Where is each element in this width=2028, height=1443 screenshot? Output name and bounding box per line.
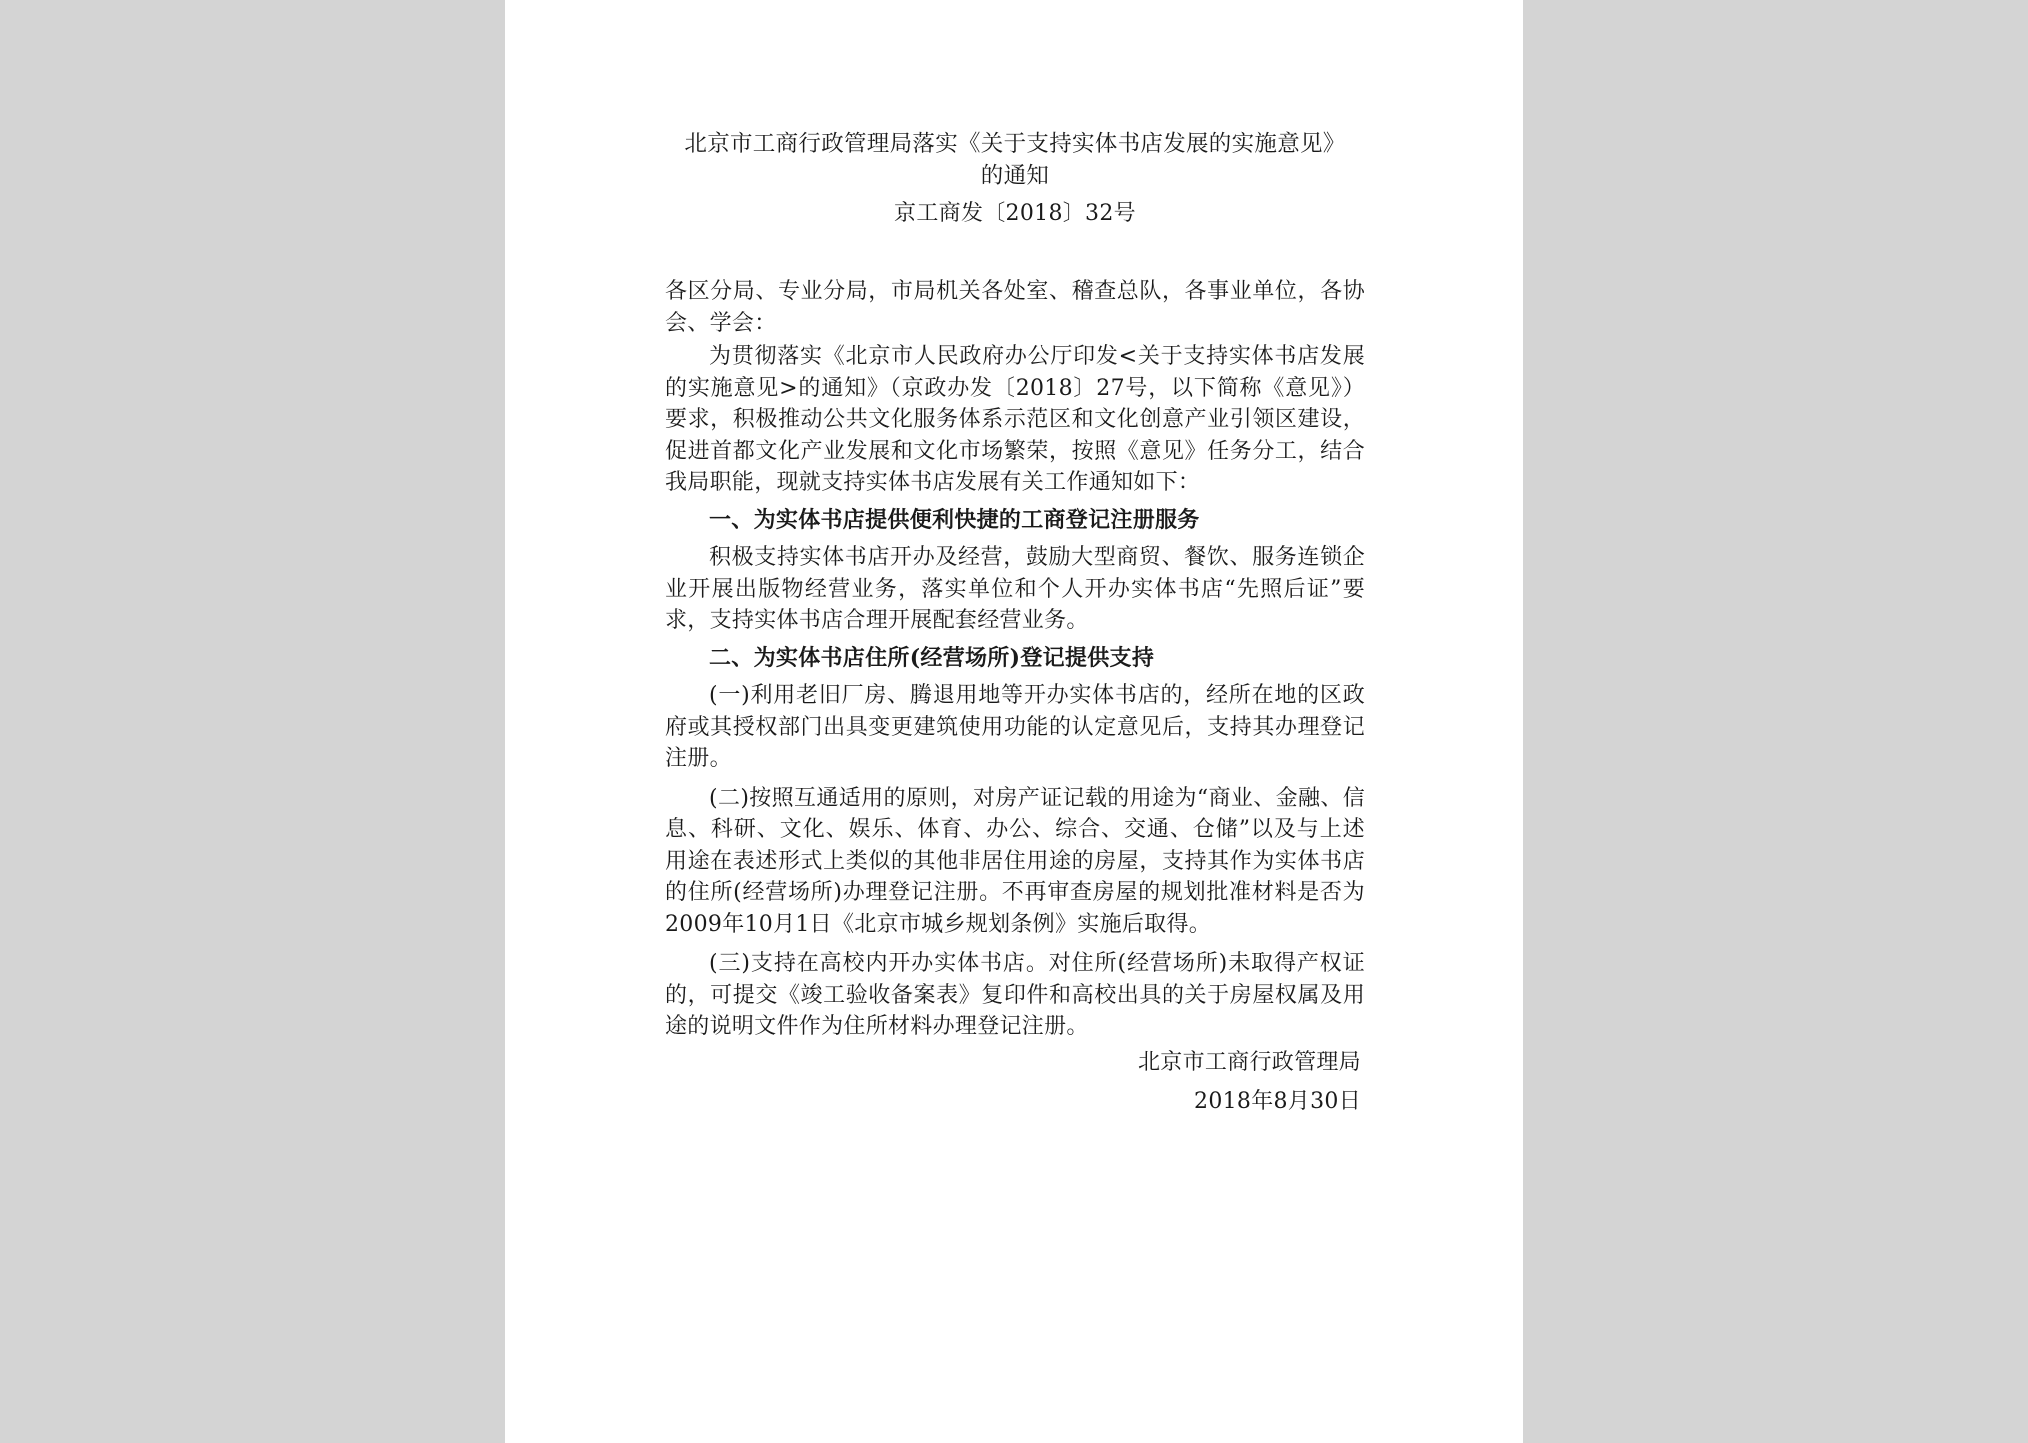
section-2-item-1: (一)利用老旧厂房、腾退用地等开办实体书店的，经所在地的区政府或其授权部门出具变更建筑使用功能的认定意见后，支持其办理登记注册。 <box>665 683 1365 771</box>
section-2-item-3: (三)支持在高校内开办实体书店。对住所(经营场所)未取得产权证的，可提交《竣工验收备案表》复印件和高校出具的关于房屋权属及用途的说明文件作为住所材料办理登记注册。 <box>665 951 1365 1039</box>
document-title-line-2: 的通知 <box>980 163 1050 189</box>
section-1-heading: 一、为实体书店提供便利快捷的工商登记注册服务 <box>709 506 1200 533</box>
intro-paragraph: 为贯彻落实《北京市人民政府办公厅印发<关于支持实体书店发展的实施意见>的通知》（京政办发〔2018〕27号，以下简称《意见》）要求，积极推动公共文化服务体系示范区和文化创意产业引领区建设，促进首都文化产业发展和文化市场繁荣，按照《意见》任务分工，结合我局职能，现就支持实体书店发展有关工作通知如下： <box>665 344 1365 495</box>
document-title-line-1: 北京市工商行政管理局落实《关于支持实体书店发展的实施意见》 <box>684 131 1346 157</box>
issuer-signature: 北京市工商行政管理局 <box>1137 1049 1361 1075</box>
document-page <box>505 0 1523 1443</box>
document-body <box>665 128 1365 1118</box>
recipients-line: 各区分局、专业分局，市局机关各处室、稽查总队，各事业单位，各协会、学会： <box>665 279 1365 336</box>
section-2-heading: 二、为实体书店住所(经营场所)登记提供支持 <box>709 644 1155 671</box>
section-1-paragraph: 积极支持实体书店开办及经营，鼓励大型商贸、餐饮、服务连锁企业开展出版物经营业务，落实单位和个人开办实体书店“先照后证”要求，支持实体书店合理开展配套经营业务。 <box>665 545 1365 633</box>
section-2-item-2: (二)按照互通适用的原则，对房产证记载的用途为“商业、金融、信息、科研、文化、娱乐、体育、办公、综合、交通、仓储”以及与上述用途在表述形式上类似的其他非居住用途的房屋，支持其作为实体书店的住所(经营场所)办理登记注册。不再审查房屋的规划批准材料是否为2009年10月1日《北京市城乡规划条例》实施后取得。 <box>665 785 1365 937</box>
issue-date: 2018年8月30日 <box>1194 1089 1361 1114</box>
document-number: 京工商发〔2018〕32号 <box>894 201 1136 226</box>
